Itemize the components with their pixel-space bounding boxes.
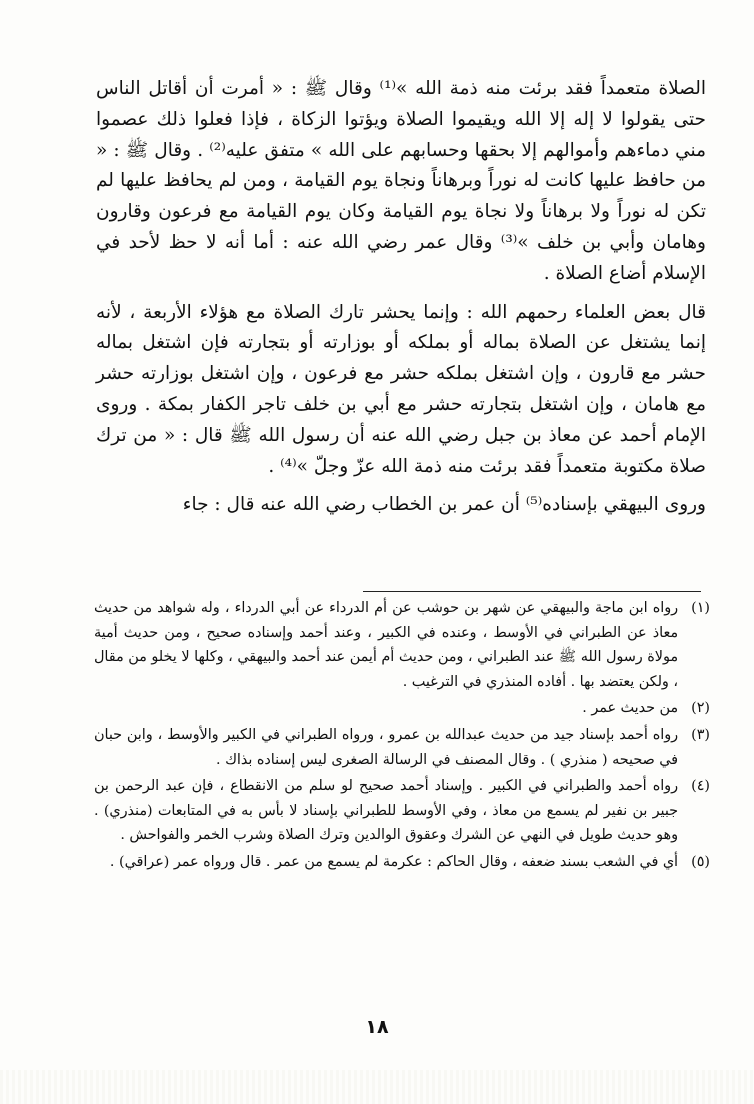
footnote-text: رواه أحمد والطبراني في الكبير . وإسناد أحمد صحيح لو سلم من الانقطاع ، فإن عبد الرحمن بن جبير بن نفير لم يسمع من معاذ ، وفي الأوسط للطبراني بإسناد لا بأس به في المتابعات (منذري) . وهو حديث طويل في النهي عن الشرك وعقوق الوالدين وترك الصلاة وشرب الخمر والفواحش . bbox=[94, 778, 678, 844]
footnote-5 bbox=[94, 850, 710, 875]
footnote-number: (٢) bbox=[691, 700, 710, 717]
footnote-divider bbox=[363, 591, 701, 592]
footnotes bbox=[94, 596, 710, 877]
footnote-text: رواه أحمد بإسناد جيد من حديث عبدالله بن عمرو ، ورواه الطبراني في الكبير والأوسط ، وابن حبان في صحيحه ( منذري ) . وقال المصنف في الرسالة الصغرى ليس إسناده بذاك . bbox=[94, 726, 678, 768]
footnote-4 bbox=[94, 774, 710, 848]
footnote-2 bbox=[94, 696, 710, 721]
footnote-3 bbox=[94, 723, 710, 772]
scan-edge bbox=[0, 1070, 754, 1104]
footnote-1 bbox=[94, 596, 710, 694]
footnote-text: أي في الشعب بسند ضعفه ، وقال الحاكم : عكرمة لم يسمع من عمر . قال ورواه عمر (عراقي) . bbox=[109, 853, 678, 870]
page-number: ١٨ bbox=[365, 1016, 389, 1038]
footnote-number: (٣) bbox=[691, 726, 710, 743]
footnote-number: (١) bbox=[691, 600, 710, 616]
footnote-number: (٤) bbox=[691, 778, 710, 795]
paragraph-3: وروى البيهقي بإسناده⁽⁵⁾ أن عمر بن الخطاب رضي الله عنه قال : جاء bbox=[182, 494, 706, 516]
paragraph-2: قال بعض العلماء رحمهم الله : وإنما يحشر تارك الصلاة مع هؤلاء الأربعة ، لأنه إنما يشتغل عن الصلاة بماله أو بملكه أو بوزارته أو بتجارته فإن اشتغل بماله حشر مع قارون ، وإن اشتغل بملكه حشر مع فرعون ، وإن اشتغل بوزارته حشر مع هامان ، وإن اشتغل بتجارته حشر مع أبي بن خلف تاجر الكفار بمكة . وروى الإمام أحمد عن معاذ بن جبل رضي الله عنه أن رسول الله ﷺ قال : « من ترك صلاة مكتوبة متعمداً فقد برئت منه ذمة الله عزّ وجلّ »⁽⁴⁾ . bbox=[96, 301, 706, 477]
main-text bbox=[96, 74, 706, 521]
paragraph-1: الصلاة متعمداً فقد برئت منه ذمة الله »⁽¹⁾ وقال ﷺ : « أمرت أن أقاتل الناس حتى يقولوا لا إله إلا الله ويقيموا الصلاة ويؤتوا الزكاة ، فإذا فعلوا ذلك عصموا مني دماءهم وأموالهم إلا بحقها وحسابهم على الله » متفق عليه⁽²⁾ . وقال ﷺ : « من حافظ عليها كانت له نوراً وبرهاناً ونجاة يوم القيامة ، ومن لم يحافظ عليها لم تكن له نوراً ولا برهاناً ولا نجاة يوم القيامة وكان يوم القيامة مع فرعون وقارون وهامان وأبي بن خلف »⁽³⁾ وقال عمر رضي الله عنه : أما أنه لا حظ لأحد في الإسلام أضاع الصلاة . bbox=[96, 78, 706, 284]
footnote-number: (٥) bbox=[691, 853, 710, 870]
footnote-text: رواه ابن ماجة والبيهقي عن شهر بن حوشب عن أم الدرداء عن أبي الدرداء ، وله شواهد من حديث معاذ عن الطبراني في الأوسط ، وعنده في الكبير ، وعند أحمد وإسناده صحيح ، ومن حديث أمية مولاة رسول الله ﷺ عند الطبراني ، ومن حديث أم أيمن عند أحمد والبيهقي ، وكلها لا يخلو من مقال ، ولكن يعتضد بها . أفاده المنذري في الترغيب . bbox=[94, 600, 678, 690]
footnote-text: من حديث عمر . bbox=[582, 700, 678, 717]
